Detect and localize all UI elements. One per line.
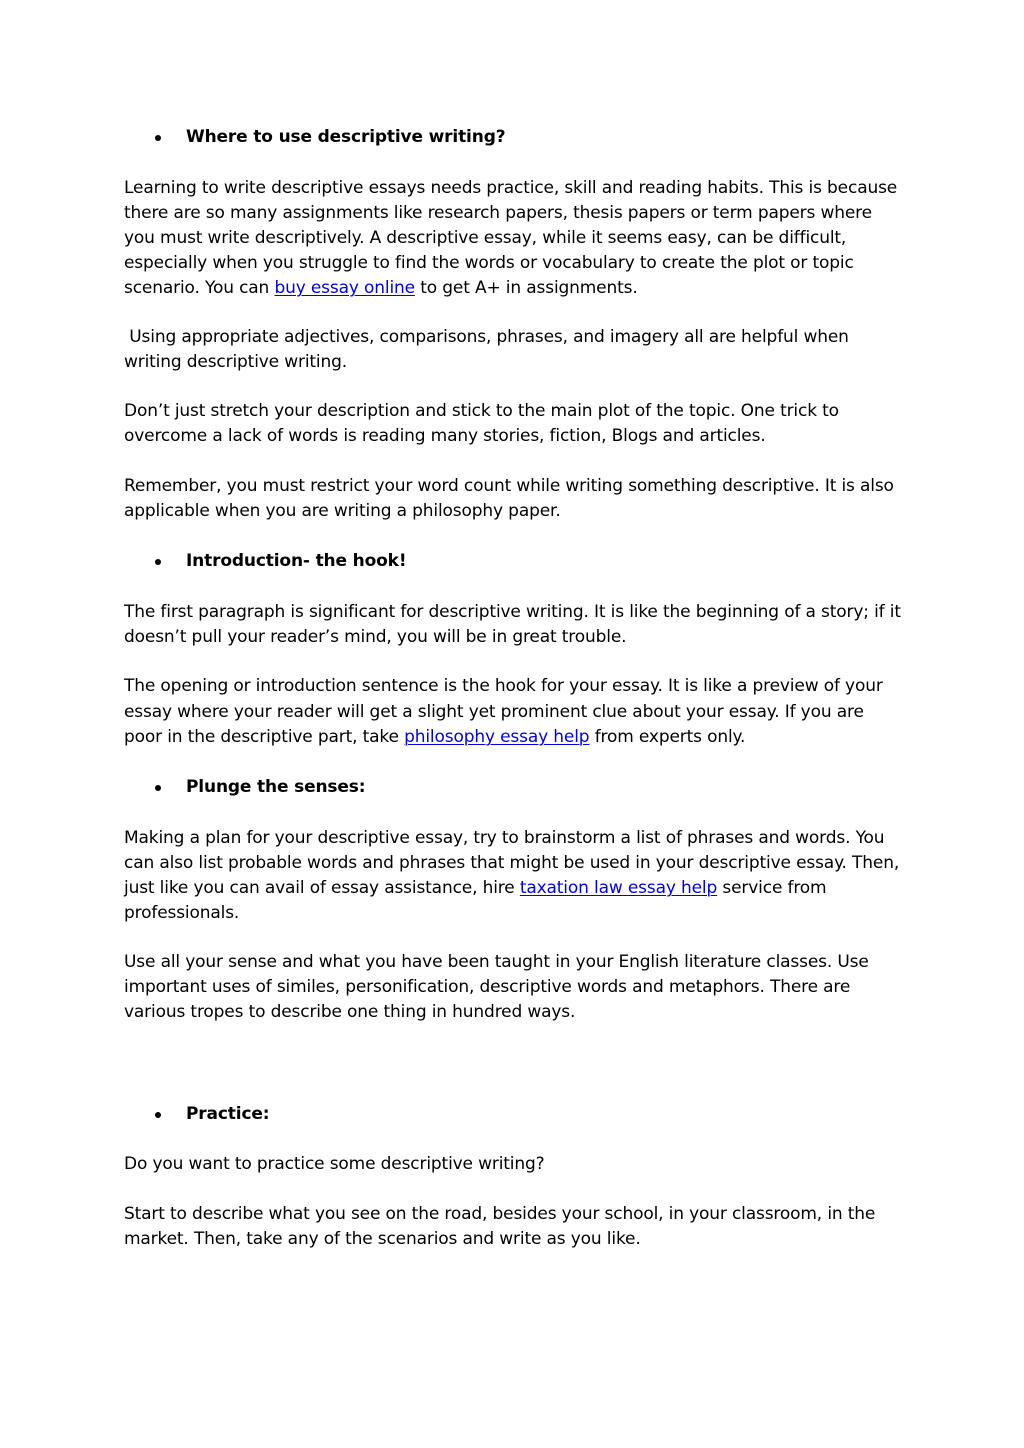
paragraph-line: essay where your reader will get a slight yet prominent clue about your essay. If you are xyxy=(124,702,864,722)
bullet-icon xyxy=(155,1112,161,1118)
paragraph-line: The opening or introduction sentence is the hook for your essay. It is like a preview of your xyxy=(124,676,883,696)
paragraph-line: various tropes to describe one thing in hundred ways. xyxy=(124,1002,576,1022)
text-span: service from xyxy=(717,878,827,898)
paragraph-line: Use all your sense and what you have been taught in your English literature classes. Use xyxy=(124,952,869,972)
text-span: scenario. You can xyxy=(124,278,275,298)
text-span: from experts only. xyxy=(589,727,746,747)
text-span: to get A+ in assignments. xyxy=(414,278,638,298)
paragraph-line xyxy=(124,725,745,750)
paragraph-line: can also list probable words and phrases that might be used in your descriptive essay. Then, xyxy=(124,853,900,873)
paragraph-line: overcome a lack of words is reading many stories, fiction, Blogs and articles. xyxy=(124,426,766,446)
paragraph-line: Remember, you must restrict your word count while writing something descriptive. It is also xyxy=(124,476,894,496)
section-heading-where: Where to use descriptive writing? xyxy=(186,127,506,147)
paragraph-line: Do you want to practice some descriptive writing? xyxy=(124,1154,545,1174)
section-heading-senses: Plunge the senses: xyxy=(186,777,366,797)
bullet-icon xyxy=(155,135,161,141)
paragraph-line: applicable when you are writing a philosophy paper. xyxy=(124,501,561,521)
paragraph-line: doesn’t pull your reader’s mind, you will be in great trouble. xyxy=(124,627,627,647)
paragraph-line: writing descriptive writing. xyxy=(124,352,348,372)
paragraph-line: there are so many assignments like research papers, thesis papers or term papers where xyxy=(124,203,872,223)
paragraph-line: market. Then, take any of the scenarios and write as you like. xyxy=(124,1229,641,1249)
paragraph-line: you must write descriptively. A descriptive essay, while it seems easy, can be difficult, xyxy=(124,228,847,248)
paragraph-line: especially when you struggle to find the words or vocabulary to create the plot or topic xyxy=(124,253,854,273)
text-span: just like you can avail of essay assistance, hire xyxy=(124,878,520,898)
paragraph-line: The first paragraph is significant for descriptive writing. It is like the beginning of a story; if it xyxy=(124,602,901,622)
paragraph-line: Learning to write descriptive essays needs practice, skill and reading habits. This is because xyxy=(124,178,898,198)
paragraph-line: Making a plan for your descriptive essay, try to brainstorm a list of phrases and words. You xyxy=(124,828,885,848)
paragraph-line: Using appropriate adjectives, comparisons, phrases, and imagery all are helpful when xyxy=(124,327,849,347)
link-buy-essay-online[interactable]: buy essay online xyxy=(274,278,415,298)
paragraph-line xyxy=(124,876,826,901)
section-heading-practice: Practice: xyxy=(186,1104,270,1124)
link-taxation-law-essay-help[interactable]: taxation law essay help xyxy=(519,878,718,898)
paragraph-line xyxy=(124,276,638,301)
paragraph-line: important uses of similes, personification, descriptive words and metaphors. There are xyxy=(124,977,851,997)
link-philosophy-essay-help[interactable]: philosophy essay help xyxy=(404,727,590,747)
paragraph-line: Start to describe what you see on the road, besides your school, in your classroom, in the xyxy=(124,1204,876,1224)
paragraph-line: professionals. xyxy=(124,903,240,923)
paragraph-line: Don’t just stretch your description and stick to the main plot of the topic. One trick to xyxy=(124,401,839,421)
section-heading-intro: Introduction- the hook! xyxy=(186,551,407,571)
text-span: poor in the descriptive part, take xyxy=(124,727,405,747)
bullet-icon xyxy=(155,785,161,791)
bullet-icon xyxy=(155,559,161,565)
